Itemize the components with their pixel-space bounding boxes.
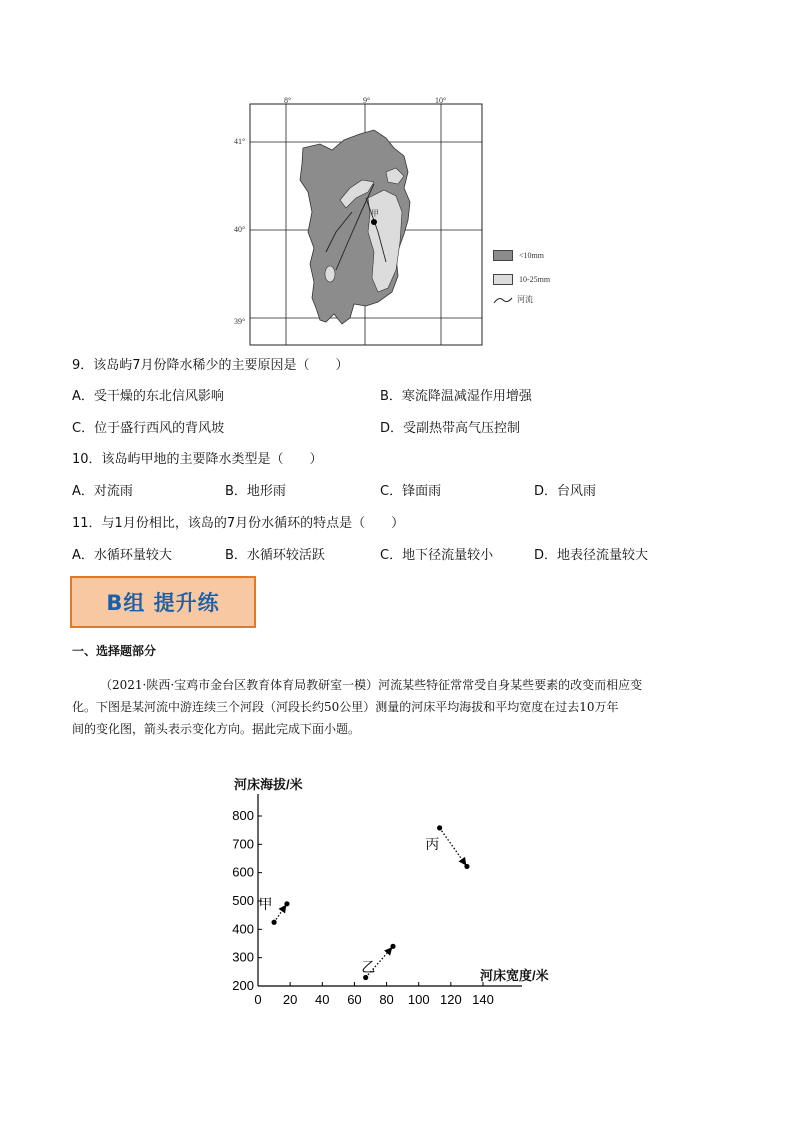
- legend-swatch-dry: [493, 250, 513, 261]
- lat-label-39: 39°: [234, 317, 246, 326]
- lon-label-9: 9°: [363, 96, 371, 105]
- y-tick-label: 800: [232, 808, 254, 823]
- group-b-title: B组 提升练: [106, 591, 220, 615]
- point-jia-label: 甲: [371, 209, 379, 218]
- x-tick-label: 120: [440, 992, 462, 1007]
- question-10-stem: 10．该岛屿甲地的主要降水类型是（ ）: [72, 452, 323, 467]
- question-11-stem: 11．与1月份相比，该岛的7月份水循环的特点是（ ）: [72, 516, 405, 531]
- question-10-option-b: B．地形雨: [225, 484, 286, 499]
- question-9-option-c: C．位于盛行西风的背风坡: [72, 421, 225, 436]
- section-heading: 一、选择题部分: [72, 644, 157, 658]
- intro-line-3: 间的变化图，箭头表示变化方向。据此完成下面小题。: [72, 722, 361, 736]
- series-2-end-point: [464, 864, 469, 869]
- question-11-option-d: D．地表径流量较大: [534, 548, 649, 563]
- question-9-stem: 9．该岛屿7月份降水稀少的主要原因是（ ）: [72, 358, 349, 373]
- legend-label-dry: <10mm: [519, 251, 544, 260]
- question-9-option-a: A．受干燥的东北信风影响: [72, 389, 224, 404]
- x-tick-label: 60: [347, 992, 362, 1007]
- series-0-arrow: [274, 906, 285, 922]
- intro-line-1: （2021·陕西·宝鸡市金台区教育体育局教研室一模）河流某些特征常常受自身某些要素的改变而相应变: [100, 678, 643, 692]
- y-tick-label: 400: [232, 921, 254, 937]
- question-9-option-b: B．寒流降温减湿作用增强: [380, 389, 532, 404]
- legend-swatch-wet: [493, 274, 513, 285]
- question-9-option-d: D．受副热带高气压控制: [380, 421, 521, 436]
- question-10-option-d: D．台风雨: [534, 484, 597, 499]
- legend-label-river: 河流: [517, 295, 533, 304]
- rainfall-map: [228, 92, 568, 352]
- lat-label-40: 40°: [234, 225, 246, 234]
- rainfall-map-figure: [228, 92, 568, 352]
- question-10-option-c: C．锋面雨: [380, 484, 442, 499]
- y-tick-label: 300: [232, 949, 254, 965]
- question-11-option-c: C．地下径流量较小: [380, 548, 494, 563]
- question-11-option-a: A．水循环量较大: [72, 548, 172, 563]
- series-1-label: 乙: [361, 959, 376, 976]
- series-0-end-point: [284, 901, 289, 906]
- y-tick-label: 600: [232, 864, 254, 880]
- intro-line-2: 化。下图是某河流中游连续三个河段（河段长约50公里）测量的河床平均海拔和平均宽度在过去10万年: [72, 700, 619, 714]
- y-tick-label: 700: [232, 836, 254, 852]
- x-tick-label: 40: [315, 992, 330, 1007]
- x-tick-label: 0: [254, 992, 262, 1007]
- intro-paragraph: [72, 674, 732, 740]
- x-tick-label: 20: [282, 992, 298, 1007]
- question-11-option-b: B．水循环较活跃: [225, 548, 325, 563]
- series-1-end-point: [390, 944, 395, 949]
- x-tick-label: 80: [379, 992, 394, 1007]
- question-10-option-a: A．对流雨: [72, 484, 133, 499]
- legend-label-wet: 10-25mm: [519, 275, 551, 284]
- river-line-icon: [493, 295, 513, 305]
- series-2-arrow: [440, 828, 466, 864]
- lon-label-10: 10°: [435, 96, 447, 105]
- series-2-label: 丙: [425, 837, 440, 854]
- river-chart: [222, 772, 572, 1008]
- lon-label-8: 8°: [284, 96, 292, 105]
- x-tick-label: 100: [407, 992, 430, 1007]
- map-legend: [493, 250, 568, 310]
- group-b-banner: [70, 576, 256, 628]
- y-tick-label: 200: [232, 978, 254, 993]
- x-axis-label: 河床宽度/米: [480, 968, 549, 983]
- y-axis-label: 河床海拔/米: [234, 777, 303, 792]
- series-0-label: 甲: [258, 897, 273, 914]
- y-tick-label: 500: [232, 893, 254, 908]
- lat-label-41: 41°: [234, 137, 246, 146]
- x-tick-label: 140: [472, 992, 494, 1007]
- point-jia-marker: [371, 219, 377, 225]
